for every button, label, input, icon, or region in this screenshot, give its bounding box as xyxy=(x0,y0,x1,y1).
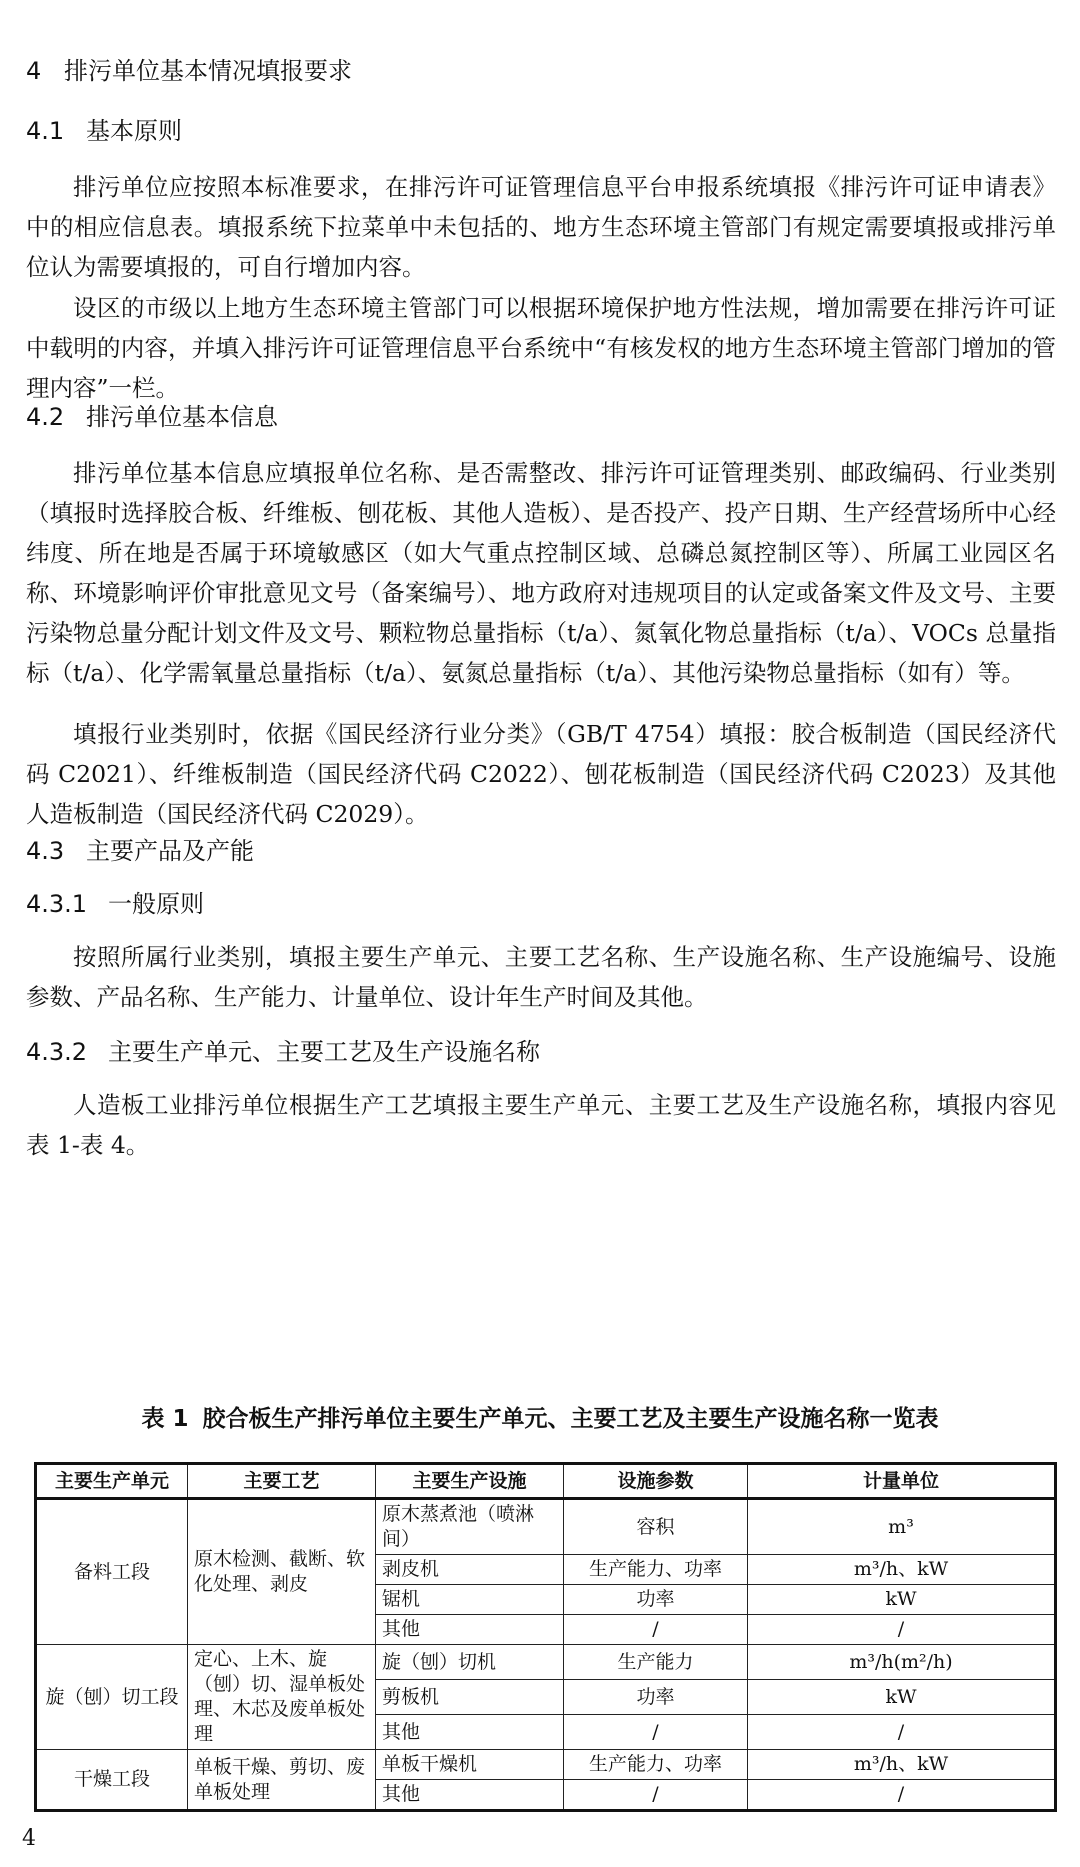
cell-measure: m³ xyxy=(748,1499,1056,1555)
cell-facility: 原木蒸煮池（喷淋间） xyxy=(376,1499,564,1555)
cell-facility: 旋（刨）切机 xyxy=(376,1645,564,1680)
cell-param: 生产能力、功率 xyxy=(564,1555,748,1585)
heading-title: 基本原则 xyxy=(86,117,182,145)
paragraph-fill-content: 人造板工业排污单位根据生产工艺填报主要生产单元、主要工艺及生产设施名称，填报内容见表 1-表 4。 xyxy=(26,1091,1056,1159)
cell-param: / xyxy=(564,1780,748,1811)
cell-measure: / xyxy=(748,1615,1056,1645)
cell-unit: 备料工段 xyxy=(36,1499,188,1645)
cell-process: 定心、上木、旋（刨）切、湿单板处理、木芯及废单板处理 xyxy=(188,1645,376,1750)
cell-process: 单板干燥、剪切、废单板处理 xyxy=(188,1750,376,1811)
table-label: 表 1 xyxy=(141,1406,189,1432)
cell-measure: / xyxy=(748,1715,1056,1750)
cell-param: 功率 xyxy=(564,1585,748,1615)
cell-unit: 旋（刨）切工段 xyxy=(36,1645,188,1750)
heading-title: 排污单位基本信息 xyxy=(86,403,278,431)
cell-facility: 单板干燥机 xyxy=(376,1750,564,1780)
cell-param: / xyxy=(564,1615,748,1645)
paragraph-basic-info: 排污单位基本信息应填报单位名称、是否需整改、排污许可证管理类别、邮政编码、行业类别（填报时选择胶合板、纤维板、刨花板、其他人造板）、是否投产、投产日期、生产经营场所中心经纬度、所在地是否属于环境敏感区（如大气重点控制区域、总磷总氮控制区等）、所属工业园区名称、环境影响评价审批意见文号（备案编号）、地方政府对违规项目的认定或备案文件及文号、主要污染物总量分配计划文件及文号、颗粒物总量指标（t/a）、氮氧化物总量指标（t/a）、VOCs 总量指标（t/a）、化学需氧量总量指标（t/a）、氨氮总量指标（t/a）、其他污染物总量指标（如有）等。 xyxy=(26,459,1056,687)
heading-section-4-2 xyxy=(26,402,278,432)
table-caption xyxy=(0,1404,1080,1434)
heading-number: 4 xyxy=(26,57,42,85)
cell-param: 功率 xyxy=(564,1680,748,1715)
table-title: 胶合板生产排污单位主要生产单元、主要工艺及主要生产设施名称一览表 xyxy=(202,1406,939,1432)
heading-number: 4.3 xyxy=(26,837,65,865)
cell-param: 生产能力、功率 xyxy=(564,1750,748,1780)
paragraph-local-additions: 设区的市级以上地方生态环境主管部门可以根据环境保护地方性法规，增加需要在排污许可证中载明的内容，并填入排污许可证管理信息平台系统中“有核发权的地方生态环境主管部门增加的管理内容”一栏。 xyxy=(26,294,1056,402)
cell-param: 容积 xyxy=(564,1499,748,1555)
heading-number: 4.1 xyxy=(26,117,65,145)
heading-number: 4.3.1 xyxy=(26,890,88,918)
table-row xyxy=(36,1750,1056,1780)
heading-title: 排污单位基本情况填报要求 xyxy=(64,57,352,85)
cell-measure: m³/h(m²/h) xyxy=(748,1645,1056,1680)
cell-measure: m³/h、kW xyxy=(748,1555,1056,1585)
heading-title: 主要生产单元、主要工艺及生产设施名称 xyxy=(108,1038,540,1066)
paragraph-basic-principle: 排污单位应按照本标准要求，在排污许可证管理信息平台申报系统填报《排污许可证申请表》中的相应信息表。填报系统下拉菜单中未包括的、地方生态环境主管部门有规定需要填报或排污单位认为需要填报的，可自行增加内容。 xyxy=(26,173,1056,281)
heading-section-4-3-2 xyxy=(26,1037,540,1067)
table-row xyxy=(36,1499,1056,1555)
cell-facility: 其他 xyxy=(376,1715,564,1750)
heading-section-4 xyxy=(26,56,352,86)
heading-title: 一般原则 xyxy=(108,890,204,918)
table-header-row xyxy=(36,1464,1056,1499)
cell-measure: / xyxy=(748,1780,1056,1811)
facility-table xyxy=(34,1462,1057,1812)
cell-facility: 锯机 xyxy=(376,1585,564,1615)
heading-section-4-3-1 xyxy=(26,889,204,919)
cell-facility: 其他 xyxy=(376,1780,564,1811)
cell-facility: 剥皮机 xyxy=(376,1555,564,1585)
page-number: 4 xyxy=(22,1826,36,1851)
table-row xyxy=(36,1645,1056,1680)
cell-process: 原木检测、截断、软化处理、剥皮 xyxy=(188,1499,376,1645)
header-measure: 计量单位 xyxy=(748,1464,1056,1499)
cell-measure: m³/h、kW xyxy=(748,1750,1056,1780)
header-unit: 主要生产单元 xyxy=(36,1464,188,1499)
heading-number: 4.3.2 xyxy=(26,1038,88,1066)
paragraph-general-principle: 按照所属行业类别，填报主要生产单元、主要工艺名称、生产设施名称、生产设施编号、设施参数、产品名称、生产能力、计量单位、设计年生产时间及其他。 xyxy=(26,943,1056,1011)
header-process: 主要工艺 xyxy=(188,1464,376,1499)
cell-facility: 其他 xyxy=(376,1615,564,1645)
cell-param: 生产能力 xyxy=(564,1645,748,1680)
heading-number: 4.2 xyxy=(26,403,65,431)
heading-section-4-3 xyxy=(26,836,254,866)
header-facility: 主要生产设施 xyxy=(376,1464,564,1499)
cell-measure: kW xyxy=(748,1680,1056,1715)
cell-facility: 剪板机 xyxy=(376,1680,564,1715)
heading-title: 主要产品及产能 xyxy=(86,837,254,865)
header-param: 设施参数 xyxy=(564,1464,748,1499)
cell-param: / xyxy=(564,1715,748,1750)
cell-measure: kW xyxy=(748,1585,1056,1615)
paragraph-industry-category: 填报行业类别时，依据《国民经济行业分类》（GB/T 4754）填报：胶合板制造（国民经济代码 C2021）、纤维板制造（国民经济代码 C2022）、刨花板制造（国民经济代码 C2023）及其他人造板制造（国民经济代码 C2029）。 xyxy=(26,720,1056,828)
heading-section-4-1 xyxy=(26,116,182,146)
cell-unit: 干燥工段 xyxy=(36,1750,188,1811)
